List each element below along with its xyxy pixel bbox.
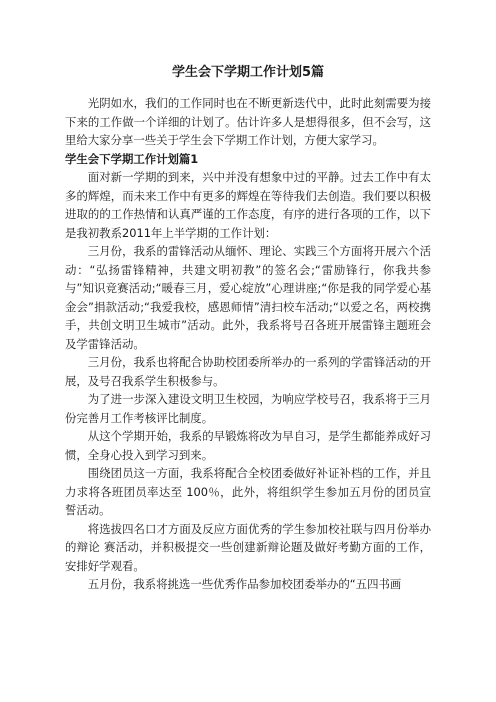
body-paragraph: 五月份，我系将挑选一些优秀作品参加校团委举办的“五四书画	[87, 577, 402, 591]
body-paragraph: 从这个学期开始，我系的早锻炼将改为早自习，是学生都能养成好习惯，全身心投入到学习到来。	[65, 429, 431, 462]
document-title: 学生会下学期工作计划5篇	[171, 65, 325, 80]
body-paragraph: 为了进一步深入建设文明卫生校园，为响应学校号召，我系将于三月份完善月工作考核评比制度。	[65, 392, 431, 425]
body-paragraph: 三月份，我系的雷锋活动从缅怀、理论、实践三个方面将开展六个活动：“弘扬雷锋精神，共建文明初教”的签名会;“雷励锋行，你我共参与”知识竞赛活动;“暖春三月，爱心绽放”心理讲座;“你是我的同学爱心基金会”捐款活动;“我爱我校，感恩师情”清扫校车活动;“以爱之名，两校携手，共创文明卫生城市”活动。此外，我系将号召各班开展雷锋主题班会及学雷锋活动。	[65, 244, 431, 351]
intro-paragraph: 光阴如水，我们的工作同时也在不断更新迭代中，此时此刻需要为接下来的工作做一个详细的计划了。估计许多人是想得很多，但不会写，这里给大家分享一些关于学生会下学期工作计划，方便大家学习。	[65, 96, 431, 147]
section-heading: 学生会下学期工作计划篇1	[65, 151, 199, 166]
body-paragraph: 围绕团员这一方面，我系将配合全校团委做好补证补档的工作，并且力求将各班团员率达至 100％，此外，将组织学生参加五月份的团员宣誓活动。	[65, 466, 431, 517]
body-paragraph: 面对新一学期的到来，兴中并没有想象中过的平静。过去工作中有太多的辉煌，而未来工作中有更多的辉煌在等待我们去创造。我们要以积极进取的的工作热情和认真严谨的工作态度，有序的进行各项的工作，以下是我初教系2011年上半学期的工作计划：	[65, 170, 431, 240]
body-paragraph: 将选拔四名口才方面及反应方面优秀的学生参加校社联与四月份举办的辩论 赛活动，并积极提交一些创建新辩论题及做好考勤方面的工作，安排好学观看。	[65, 521, 431, 573]
body-paragraph: 三月份，我系也将配合协助校团委所举办的一系列的学雷锋活动的开展，及号召我系学生积极参与。	[65, 355, 431, 388]
document-body	[65, 94, 431, 594]
